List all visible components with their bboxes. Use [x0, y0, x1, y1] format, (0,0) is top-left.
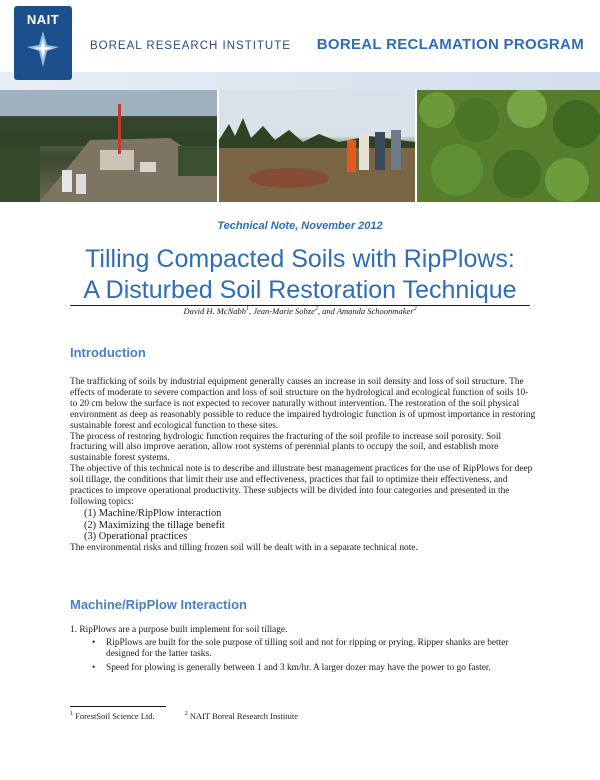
- institute-name: BOREAL RESEARCH INSTITUTE: [90, 40, 291, 52]
- author-3-affil: 2: [413, 306, 417, 313]
- photo-strip: [0, 90, 600, 202]
- footnotes: [70, 711, 298, 721]
- footnote-2-marker: 2: [184, 711, 188, 718]
- topic-item: (2) Maximizing the tillage benefit: [84, 519, 225, 531]
- logo-text: NAIT: [26, 12, 60, 27]
- numbered-item-1: 1. RipPlows are a purpose built implement for soil tillage.: [70, 625, 288, 635]
- title-line-1: Tilling Compacted Soils with RipPlows:: [85, 245, 515, 273]
- bullet-text: RipPlows are built for the sole purpose of tilling soil and not for ripping or prying. Ripper shanks are better designed for the latter tasks.: [106, 637, 509, 659]
- footnote-1-text: ForestSoil Science Ltd.: [73, 711, 155, 721]
- photo-forest-regrowth: [417, 90, 600, 202]
- page-header: [0, 0, 600, 90]
- topic-item: (3) Operational practices: [84, 531, 188, 543]
- photo-field-crew: [219, 90, 414, 202]
- author-2-affil: 2: [314, 306, 318, 313]
- author-2: , Jean-Marie Sobze: [249, 306, 315, 316]
- title-line-2: A Disturbed Soil Restoration Technique: [83, 276, 517, 304]
- authors-line: [0, 306, 600, 316]
- intro-paragraph-3: The objective of this technical note is to describe and illustrate best management practices for the use of RipPlows for deep soil tillage, the conditions that limit their use and effectiveness, practices that fail to optimize their effectiveness, and practices to improve operational productivity. These subjects will be divided into four categories and presented in the following topics:: [70, 464, 533, 507]
- machine-ripplow-body: [70, 625, 536, 677]
- author-1-affil: 1: [246, 306, 249, 313]
- header-band: [0, 72, 600, 90]
- intro-paragraph-4: The environmental risks and tilling frozen soil will be dealt with in a separate technical note.: [70, 543, 418, 554]
- photo-drill-site: [0, 90, 217, 202]
- technical-note-date: Technical Note, November 2012: [217, 220, 383, 232]
- footnote-1-marker: 1: [70, 711, 73, 718]
- bullet-list: [92, 638, 536, 674]
- bullet-item: [92, 638, 536, 660]
- bullet-icon: •: [92, 662, 96, 673]
- star-icon: [25, 29, 61, 69]
- footnote-2-text: NAIT Boreal Research Institute: [187, 711, 298, 721]
- bullet-text: Speed for plowing is generally between 1 and 3 km/hr. A larger dozer may have the power to go faster.: [106, 662, 491, 673]
- author-3: , and Amanda Schoonmaker: [317, 306, 414, 316]
- intro-paragraph-1: The trafficking of soils by industrial equipment generally causes an increase in soil density and loss of soil structure. The effects of moderate to severe compaction and loss of soil structure on the hydrological and ecological function of soils 10- to 20 cm below the surface is not expected to recover naturally without intervention. The restoration of the soil physical environment as deep as reasonably possible to reduce the impaired hydrologic function is of upmost importance in restoring sustainable forest and ecological function to these sites.: [70, 377, 536, 431]
- footnote-2: [185, 711, 298, 721]
- nait-logo: [14, 6, 72, 80]
- intro-paragraph-2: The process of restoring hydrologic function requires the fracturing of the soil profile to increase soil porosity. Soil fracturing will also improve aeration, allow root systems of perennial plants to occupy the soil, and establish more sustainable forest systems.: [70, 431, 502, 464]
- program-name: BOREAL RECLAMATION PROGRAM: [316, 36, 584, 53]
- footnote-divider: [70, 706, 166, 707]
- bullet-icon: •: [92, 637, 96, 648]
- topic-item: (1) Machine/RipPlow interaction: [84, 507, 222, 519]
- document-title: [0, 244, 600, 306]
- machine-ripplow-heading: Machine/RipPlow Interaction: [70, 597, 247, 612]
- introduction-body: [70, 377, 536, 554]
- footnote-1: [70, 711, 155, 721]
- topics-list: [84, 508, 536, 543]
- bullet-item: [92, 663, 536, 674]
- author-1: David H. McNabb: [183, 306, 246, 316]
- introduction-heading: Introduction: [70, 345, 146, 360]
